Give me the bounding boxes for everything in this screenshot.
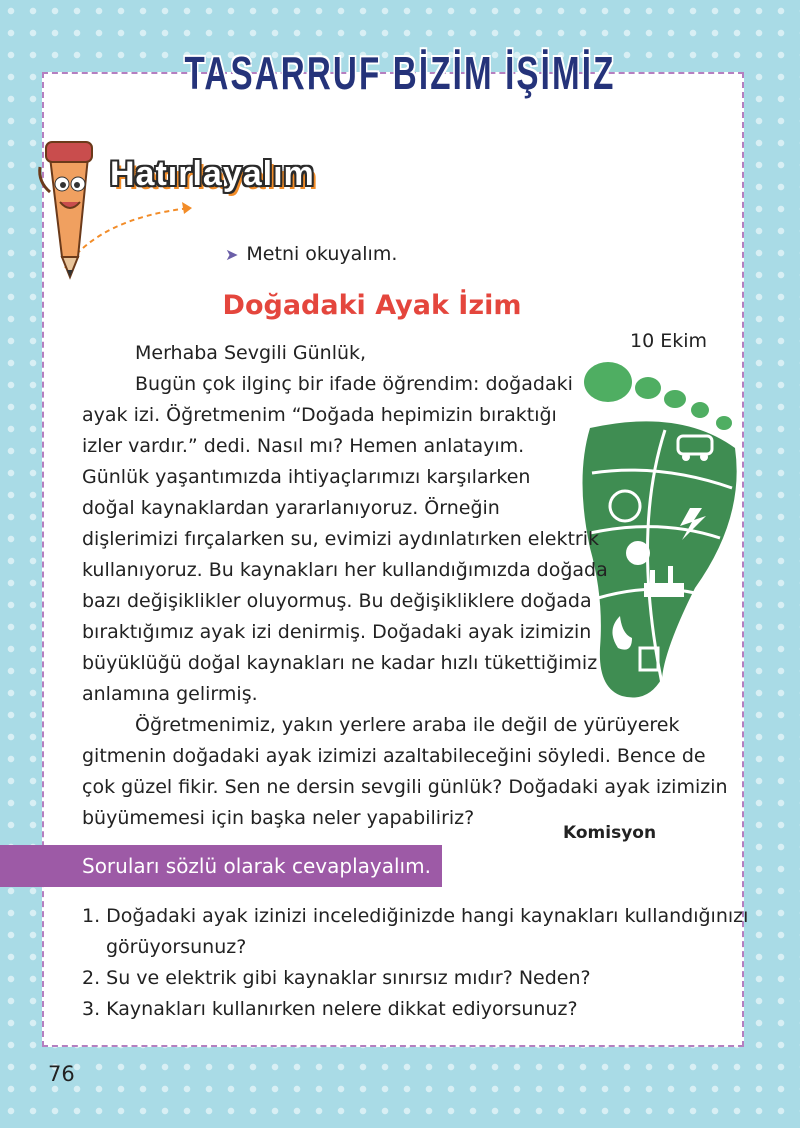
story-line: Öğretmenimiz, yakın yerlere araba ile değil de yürüyerek: [135, 714, 680, 736]
pencil-mascot-illustration: [20, 122, 110, 282]
story-line: Günlük yaşantımızda ihtiyaçlarımızı karşılarken: [82, 466, 531, 488]
story-line: büyüklüğü doğal kaynakları ne kadar hızlı tükettiğimiz: [82, 652, 598, 674]
story-line: çok güzel fikir. Sen ne dersin sevgili günlük? Doğadaki ayak izimizin: [82, 776, 728, 798]
question-item: 2. Su ve elektrik gibi kaynaklar sınırsız mıdır? Neden?: [82, 967, 591, 989]
story-line: Bugün çok ilginç bir ifade öğrendim: doğadaki: [135, 373, 573, 395]
story-line: gitmenin doğadaki ayak izimizi azaltabileceğini söyledi. Bence de: [82, 745, 706, 767]
question-item: 1. Doğadaki ayak izinizi incelediğinizde hangi kaynakları kullandığınızı: [82, 905, 749, 927]
story-author: Komisyon: [563, 823, 657, 843]
instruction-text: Metni okuyalım.: [246, 243, 398, 265]
story-line: izler vardır.” dedi. Nasıl mı? Hemen anlatayım.: [82, 435, 525, 457]
question-item: 3. Kaynakları kullanırken nelere dikkat ediyorsunuz?: [82, 998, 578, 1020]
story-title: Doğadaki Ayak İzim: [222, 290, 522, 321]
reading-instruction: [225, 243, 397, 265]
story-line: bazı değişiklikler oluyormuş. Bu değişikliklere doğada: [82, 590, 592, 612]
arrow-bullet-icon: ➤: [225, 244, 239, 264]
questions-banner: Soruları sözlü olarak cevaplayalım.: [0, 845, 442, 887]
story-line: bıraktığımız ayak izi denirmiş. Doğadaki ayak izimizin: [82, 621, 592, 643]
question-item-continued: görüyorsunuz?: [106, 936, 247, 958]
page-header-title: TASARRUF BİZİM İŞİMİZ: [184, 47, 616, 99]
story-line: anlamına gelirmiş.: [82, 683, 258, 705]
section-heading: Hatırlayalım: [110, 155, 315, 193]
story-line: ayak izi. Öğretmenim “Doğada hepimizin bıraktığı: [82, 404, 557, 426]
story-date: 10 Ekim: [630, 330, 708, 352]
story-line: kullanıyoruz. Bu kaynakları her kullandığımızda doğada: [82, 559, 608, 581]
story-line: doğal kaynaklardan yararlanıyoruz. Örneğin: [82, 497, 500, 519]
page-number: 76: [48, 1062, 75, 1086]
story-greeting: Merhaba Sevgili Günlük,: [135, 342, 367, 364]
story-line: dişlerimizi fırçalarken su, evimizi aydınlatırken elektrik: [82, 528, 599, 550]
story-line: büyümemesi için başka neler yapabiliriz?: [82, 807, 475, 829]
